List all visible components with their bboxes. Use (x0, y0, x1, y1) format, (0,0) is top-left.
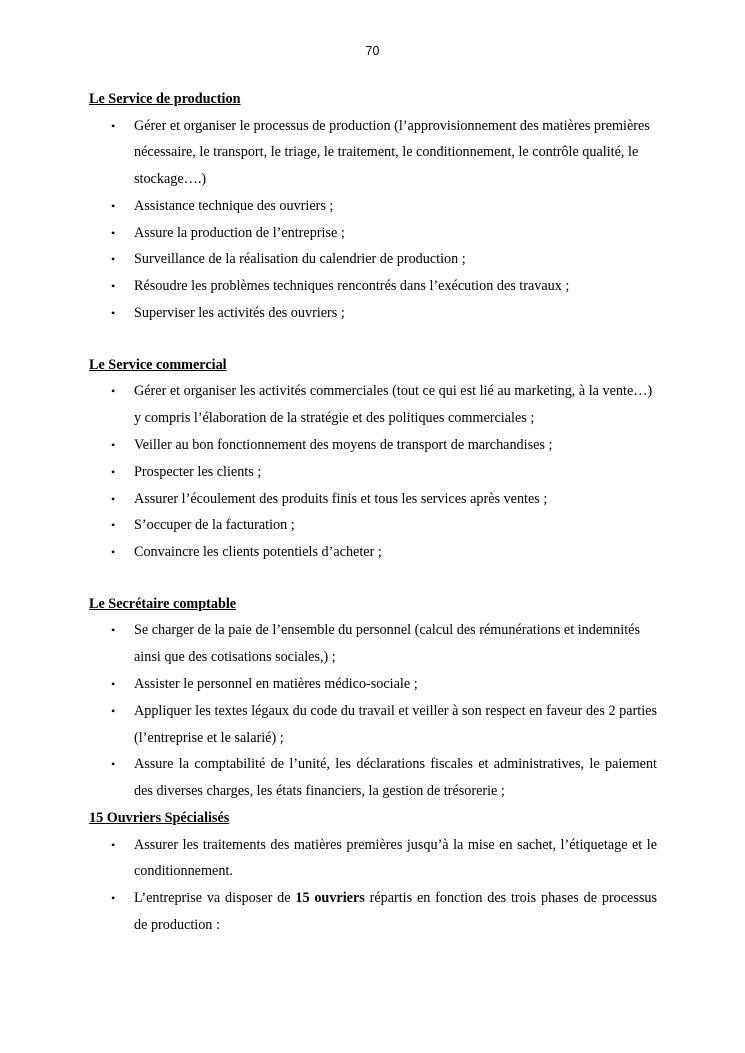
bullet-icon: • (111, 225, 116, 240)
list-item: • Gérer et organiser le processus de production (l’approvisionnement des matières premières nécessaire, le transport, le triage, le traitement, le conditionnement, le contrôle qualité, le stockage….) (89, 113, 657, 193)
list-item: • Superviser les activités des ouvriers ; (89, 300, 657, 327)
section-heading-commercial: Le Service commercial (89, 356, 227, 373)
bullet-icon: • (111, 252, 116, 267)
section-ouvriers (89, 805, 657, 939)
list-item: • Gérer et organiser les activités commerciales (tout ce qui est lié au marketing, à la vente…) y compris l’élaboration de la stratégie et des politiques commerciales ; (89, 378, 657, 432)
bullet-icon: • (111, 279, 116, 294)
list-item: • Convaincre les clients potentiels d’acheter ; (89, 539, 657, 566)
section-spacer (89, 327, 657, 352)
list-item: • Assister le personnel en matières médico-sociale ; (89, 671, 657, 698)
section-heading-secretaire: Le Secrétaire comptable (89, 595, 237, 612)
list-item: • Se charger de la paie de l’ensemble du personnel (calcul des rémunérations et indemnités ainsi que des cotisations sociales,) ; (89, 617, 657, 671)
bullet-icon: • (111, 198, 116, 213)
bullet-icon: • (111, 118, 116, 133)
section-commercial (89, 352, 657, 566)
list-item: • L’entreprise va disposer de 15 ouvriers répartis en fonction des trois phases de processus de production : (89, 885, 657, 939)
highlight-count: 15 ouvriers (295, 890, 365, 907)
list-item: • Veiller au bon fonctionnement des moyens de transport de marchandises ; (89, 432, 657, 459)
section-production (89, 86, 657, 327)
list-item: • Résoudre les problèmes techniques rencontrés dans l’exécution des travaux ; (89, 273, 657, 300)
bullet-icon: • (111, 384, 116, 399)
production-list (89, 113, 657, 327)
bullet-icon: • (111, 623, 116, 638)
list-item: • S’occuper de la facturation ; (89, 512, 657, 539)
section-heading-production: Le Service de production (89, 91, 241, 107)
bullet-icon: • (111, 545, 116, 560)
bullet-icon: • (111, 757, 116, 772)
commercial-list (89, 378, 657, 566)
bullet-icon: • (111, 306, 116, 321)
list-item: • Appliquer les textes légaux du code du travail et veiller à son respect en faveur des 2 parties (l’entreprise et le salarié) ; (89, 698, 657, 752)
list-item: • Assure la production de l’entreprise ; (89, 220, 657, 247)
section-secretaire (89, 591, 657, 805)
bullet-icon: • (111, 677, 116, 692)
list-item: • Assurer l’écoulement des produits finis et tous les services après ventes ; (89, 486, 657, 513)
document-body (89, 86, 657, 939)
list-item: • Prospecter les clients ; (89, 459, 657, 486)
bullet-icon: • (111, 837, 116, 852)
bullet-icon: • (111, 437, 116, 452)
list-item: • Assure la comptabilité de l’unité, les déclarations fiscales et administratives, le paiement des diverses charges, les états financiers, la gestion de trésorerie ; (89, 751, 657, 805)
list-item: • Surveillance de la réalisation du calendrier de production ; (89, 246, 657, 273)
bullet-icon: • (111, 491, 116, 506)
bullet-icon: • (111, 891, 116, 906)
secretaire-list (89, 617, 657, 805)
page-number: 70 (365, 44, 380, 58)
list-item: • Assistance technique des ouvriers ; (89, 193, 657, 220)
bullet-icon: • (111, 464, 116, 479)
list-item: • Assurer les traitements des matières premières jusqu’à la mise en sachet, l’étiquetage et le conditionnement. (89, 832, 657, 886)
ouvriers-list (89, 832, 657, 939)
bullet-icon: • (111, 703, 116, 718)
section-spacer (89, 566, 657, 591)
bullet-icon: • (111, 518, 116, 533)
section-heading-ouvriers: 15 Ouvriers Spécialisés (89, 810, 230, 827)
